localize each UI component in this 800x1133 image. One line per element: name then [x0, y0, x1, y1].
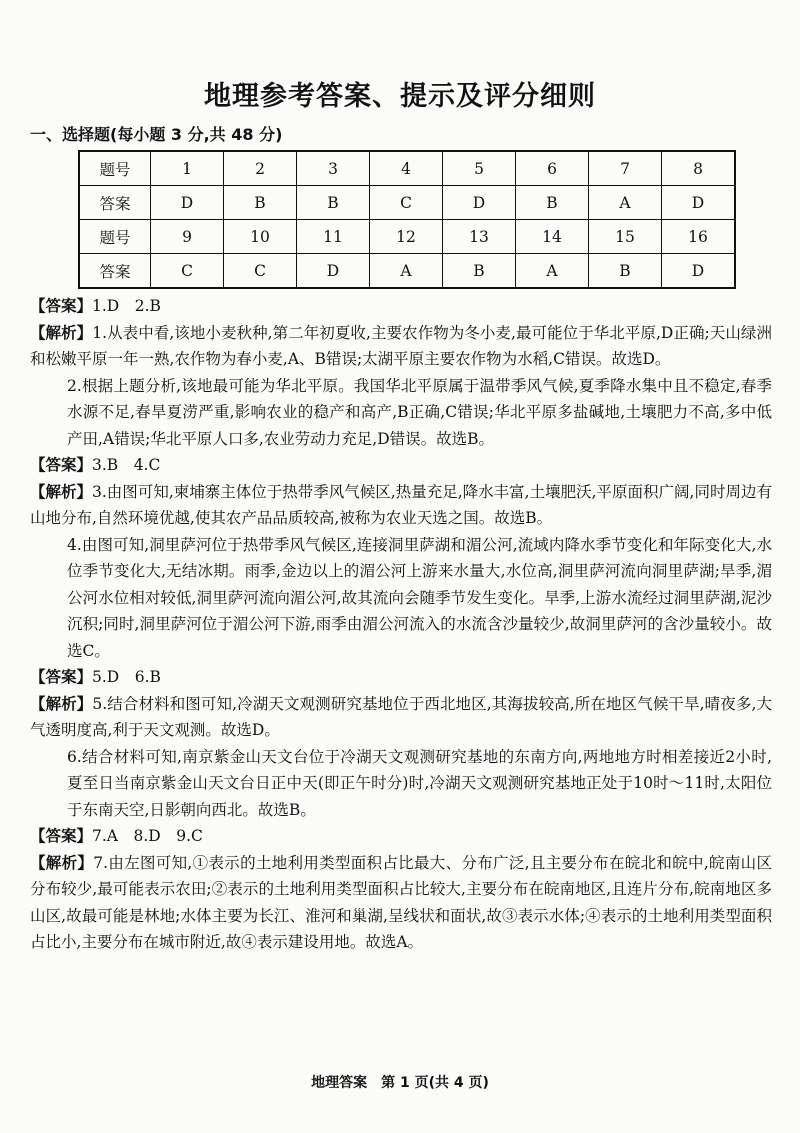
table-cell: B — [443, 254, 516, 289]
analysis-paragraph — [30, 850, 772, 956]
table-cell: 7 — [589, 151, 662, 186]
row-header: 答案 — [79, 254, 151, 289]
page-title: 地理参考答案、提示及评分细则 — [204, 81, 596, 112]
analysis-text: 4.由图可知,洞里萨河位于热带季风气候区,连接洞里萨湖和湄公河,流域内降水季节变化和年际变化大,水位季节变化大,无结冰期。雨季,金边以上的湄公河上游来水量大,水位高,洞里萨河流向洞里萨湖;旱季,湄公河水位相对较低,洞里萨河流向湄公河,故其流向会随季节发生变化。旱季,上游水流经过洞里萨湖,泥沙沉积;同时,洞里萨河位于湄公河下游,雨季由湄公河流入的水流含沙量较少,故洞里萨河的含沙量较小。故选C。 — [67, 535, 772, 660]
table-row — [79, 220, 735, 254]
table-cell: D — [443, 186, 516, 220]
table-cell: B — [516, 186, 589, 220]
analysis-label: 【解析】 — [30, 323, 93, 342]
table-cell: 12 — [370, 220, 443, 254]
row-header: 题号 — [79, 220, 151, 254]
table-cell: 3 — [297, 151, 370, 186]
analysis-paragraph — [30, 373, 772, 453]
analysis-text: 6.结合材料可知,南京紫金山天文台位于冷湖天文观测研究基地的东南方向,两地地方时相差接近2小时,夏至日当南京紫金山天文台日正中天(即正午时分)时,冷湖天文观测研究基地正处于10时～11时,太阳位于东南天空,日影朝向西北。故选B。 — [67, 747, 772, 819]
table-cell: 16 — [662, 220, 736, 254]
analysis-text: 3.由图可知,柬埔寨主体位于热带季风气候区,热量充足,降水丰富,土壤肥沃,平原面积广阔,同时周边有山地分布,自然环境优越,使其农产品品质较高,被称为农业天选之国。故选B。 — [30, 482, 772, 527]
table-cell: B — [224, 186, 297, 220]
answer-table — [78, 150, 736, 289]
row-header: 题号 — [79, 151, 151, 186]
answer-value: 1.D 2.B — [92, 297, 161, 315]
table-cell: C — [224, 254, 297, 289]
table-cell: C — [370, 186, 443, 220]
table-cell: 8 — [662, 151, 736, 186]
answer-value: 7.A 8.D 9.C — [92, 827, 203, 845]
analysis-text: 5.结合材料和图可知,冷湖天文观测研究基地位于西北地区,其海拔较高,所在地区气候干旱,晴夜多,大气透明度高,利于天文观测。故选D。 — [30, 694, 772, 739]
analysis-text: 7.由左图可知,①表示的土地利用类型面积占比最大、分布广泛,且主要分布在皖北和皖中,皖南山区分布较少,最可能表示农田;②表示的土地利用类型面积占比较大,主要分布在皖南地区,且连片分布,皖南地区多山区,故最可能是林地;水体主要为长江、淮河和巢湖,呈线状和面状,故③表示水体;④表示的土地利用类型面积占比小,主要分布在城市附近,故④表示建设用地。故选A。 — [30, 853, 772, 951]
answer-label: 【答案】 — [30, 297, 93, 315]
answer-value: 3.B 4.C — [92, 456, 161, 474]
analysis-paragraph — [30, 744, 772, 824]
answer-label: 【答案】 — [30, 827, 93, 845]
table-cell: B — [589, 254, 662, 289]
table-row — [79, 186, 735, 220]
analysis-text: 1.从表中看,该地小麦秋种,第二年初夏收,主要农作物为冬小麦,最可能位于华北平原,D正确;天山绿洲和松嫩平原一年一熟,农作物为春小麦,A、B错误;太湖平原主要农作物为水稻,C错误。故选D。 — [30, 323, 772, 368]
table-cell: C — [151, 254, 224, 289]
analysis-label: 【解析】 — [30, 694, 93, 713]
page-footer: 地理答案 第 1 页(共 4 页) — [311, 1075, 489, 1091]
table-cell: 13 — [443, 220, 516, 254]
table-cell: D — [662, 254, 736, 289]
row-header: 答案 — [79, 186, 151, 220]
table-cell: B — [297, 186, 370, 220]
answer-value: 5.D 6.B — [92, 668, 161, 686]
table-cell: 14 — [516, 220, 589, 254]
table-cell: D — [662, 186, 736, 220]
table-cell: 11 — [297, 220, 370, 254]
analysis-paragraph — [30, 691, 772, 744]
analysis-label: 【解析】 — [30, 853, 94, 872]
answer-line — [30, 293, 772, 320]
table-cell: D — [297, 254, 370, 289]
table-cell: 15 — [589, 220, 662, 254]
table-row — [79, 151, 735, 186]
table-cell: 6 — [516, 151, 589, 186]
answer-label: 【答案】 — [30, 456, 93, 474]
table-cell: A — [370, 254, 443, 289]
table-cell: A — [516, 254, 589, 289]
table-cell: 2 — [224, 151, 297, 186]
table-cell: D — [151, 186, 224, 220]
table-cell: 1 — [151, 151, 224, 186]
table-cell: 10 — [224, 220, 297, 254]
answer-label: 【答案】 — [30, 668, 93, 686]
table-cell: 5 — [443, 151, 516, 186]
answer-line — [30, 452, 772, 479]
table-cell: A — [589, 186, 662, 220]
table-cell: 4 — [370, 151, 443, 186]
analysis-paragraph — [30, 532, 772, 665]
analysis-paragraph — [30, 479, 772, 532]
answer-line — [30, 823, 772, 850]
analysis-text: 2.根据上题分析,该地最可能为华北平原。我国华北平原属于温带季风气候,夏季降水集中且不稳定,春季水源不足,春旱夏涝严重,影响农业的稳产和高产,B正确,C错误;华北平原多盐碱地,土壤肥力不高,多中低产田,A错误;华北平原人口多,农业劳动力充足,D错误。故选B。 — [67, 376, 772, 448]
explanations — [30, 293, 772, 956]
table-cell: 9 — [151, 220, 224, 254]
section-heading: 一、选择题(每小题 3 分,共 48 分) — [30, 125, 283, 144]
answer-line — [30, 664, 772, 691]
analysis-label: 【解析】 — [30, 482, 93, 501]
analysis-paragraph — [30, 320, 772, 373]
table-row — [79, 254, 735, 289]
